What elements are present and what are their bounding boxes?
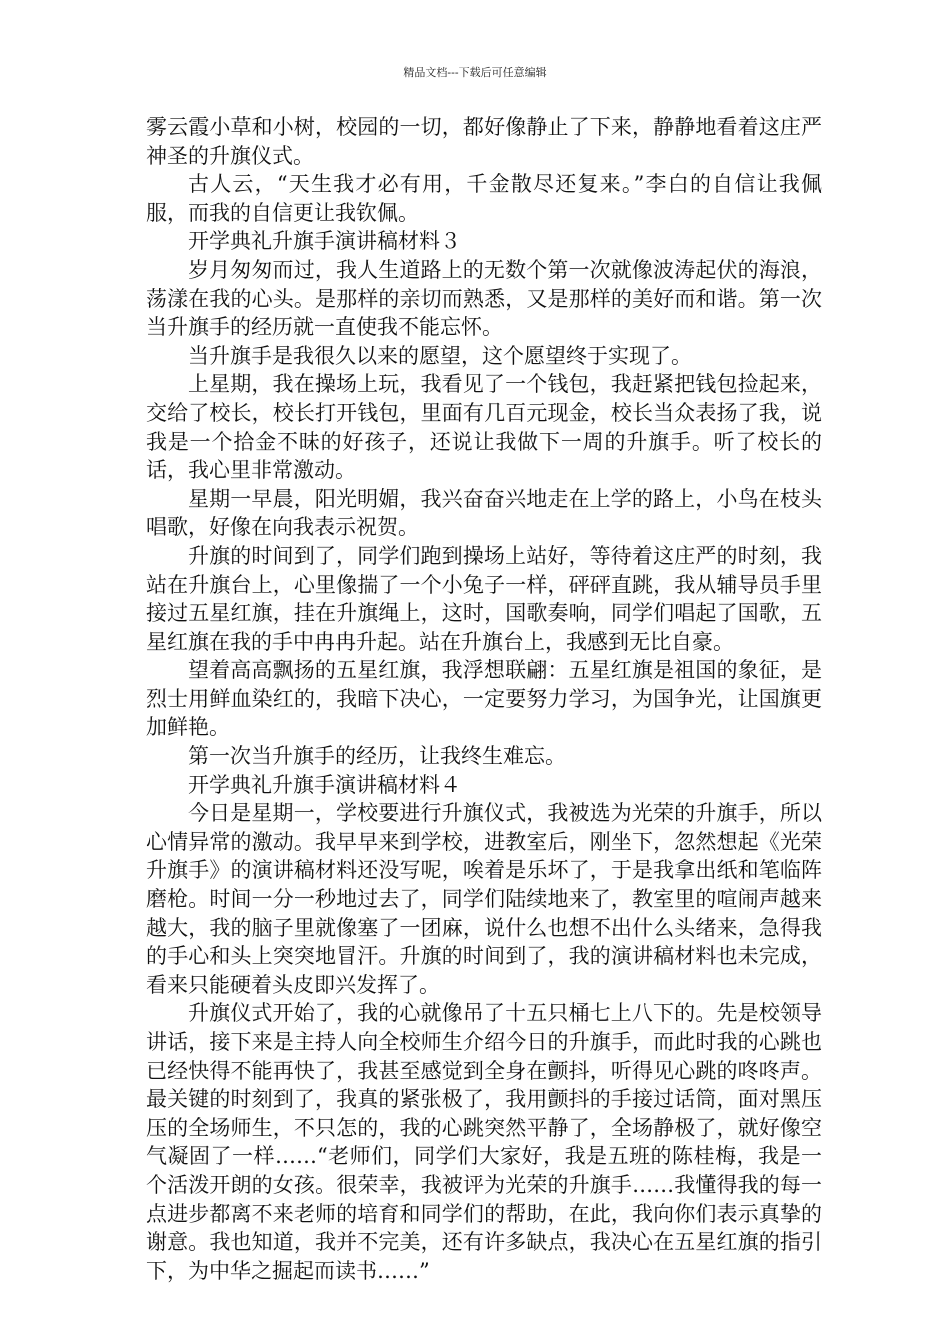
- paragraph: 当升旗手是我很久以来的愿望，这个愿望终于实现了。: [188, 343, 692, 368]
- paragraph: 第一次当升旗手的经历，让我终生难忘。: [188, 744, 566, 769]
- paragraph: 星期一早晨，阳光明媚，我兴奋奋兴地走在上学的路上，小鸟在枝头唱歌，好像在向我表示祝贺。: [146, 486, 822, 540]
- paragraph: 升旗仪式开始了，我的心就像吊了十五只桶七上八下的。先是校领导讲话，接下来是主持人向全校师生介绍今日的升旗手，而此时我的心跳也已经快得不能再快了，我甚至感觉到全身在颤抖，听得见心跳的咚咚声。最关键的时刻到了，我真的紧张极了，我用颤抖的手接过话筒，面对黑压压的全场师生，不只怎的，我的心跳突然平静了，全场静极了，就好像空气凝固了一样……“老师们，同学们大家好，我是五班的陈桂梅，我是一个活泼开朗的女孩。很荣幸，我被评为光荣的升旗手……我懂得我的每一点进步都离不来老师的培育和同学们的帮助，在此，我向你们表示真挚的谢意。我也知道，我并不完美，还有许多缺点，我决心在五星红旗的指引下，为中华之掘起而读书……”: [146, 1001, 822, 1283]
- paragraph: 岁月匆匆而过，我人生道路上的无数个第一次就像波涛起伏的海浪，荡漾在我的心头。是那样的亲切而熟悉，又是那样的美好而和谐。第一次当升旗手的经历就一直使我不能忘怀。: [146, 257, 822, 340]
- paragraph: 今日是星期一，学校要进行升旗仪式，我被选为光荣的升旗手，所以心情异常的激动。我早早来到学校，进教室后，刚坐下，忽然想起《光荣升旗手》的演讲稿材料还没写呢，唉着是乐坏了，于是我拿出纸和笔临阵磨枪。时间一分一秒地过去了，同学们陆续地来了，教室里的喧闹声越来越大，我的脑子里就像塞了一团麻，说什么也想不出什么头绪来，急得我的手心和头上突突地冒汗。升旗的时间到了，我的演讲稿材料也未完成，看来只能硬着头皮即兴发挥了。: [146, 801, 822, 997]
- section-heading: 开学典礼升旗手演讲稿材料３: [188, 229, 461, 254]
- paragraph: 望着高高飘扬的五星红旗，我浮想联翩：五星红旗是祖国的象征，是烈士用鲜血染红的，我暗下决心，一定要努力学习，为国争光，让国旗更加鲜艳。: [146, 658, 822, 740]
- section-heading: 开学典礼升旗手演讲稿材料４: [188, 772, 461, 797]
- paragraph: 升旗的时间到了，同学们跑到操场上站好，等待着这庄严的时刻，我站在升旗台上，心里像揣了一个小兔子一样，砰砰直跳，我从辅导员手里接过五星红旗，挂在升旗绳上，这时，国歌奏响，同学们唱起了国歌，五星红旗在我的手中冉冉升起。站在升旗台上，我感到无比自豪。: [146, 543, 822, 654]
- document-body: [146, 113, 822, 1285]
- paragraph: 上星期，我在操场上玩，我看见了一个钱包，我赶紧把钱包捡起来，交给了校长，校长打开钱包，里面有几百元现金，校长当众表扬了我，说我是一个拾金不昧的好孩子，还说让我做下一周的升旗手。听了校长的话，我心里非常激动。: [146, 372, 822, 483]
- paragraph: 雾云霞小草和小树，校园的一切，都好像静止了下来，静静地看着这庄严神圣的升旗仪式。: [146, 115, 822, 168]
- paragraph: 古人云，“天生我才必有用，千金散尽还复来。”李白的自信让我佩服，而我的自信更让我钦佩。: [146, 172, 822, 225]
- page-header: 精品文档---下载后可任意编辑: [403, 66, 547, 79]
